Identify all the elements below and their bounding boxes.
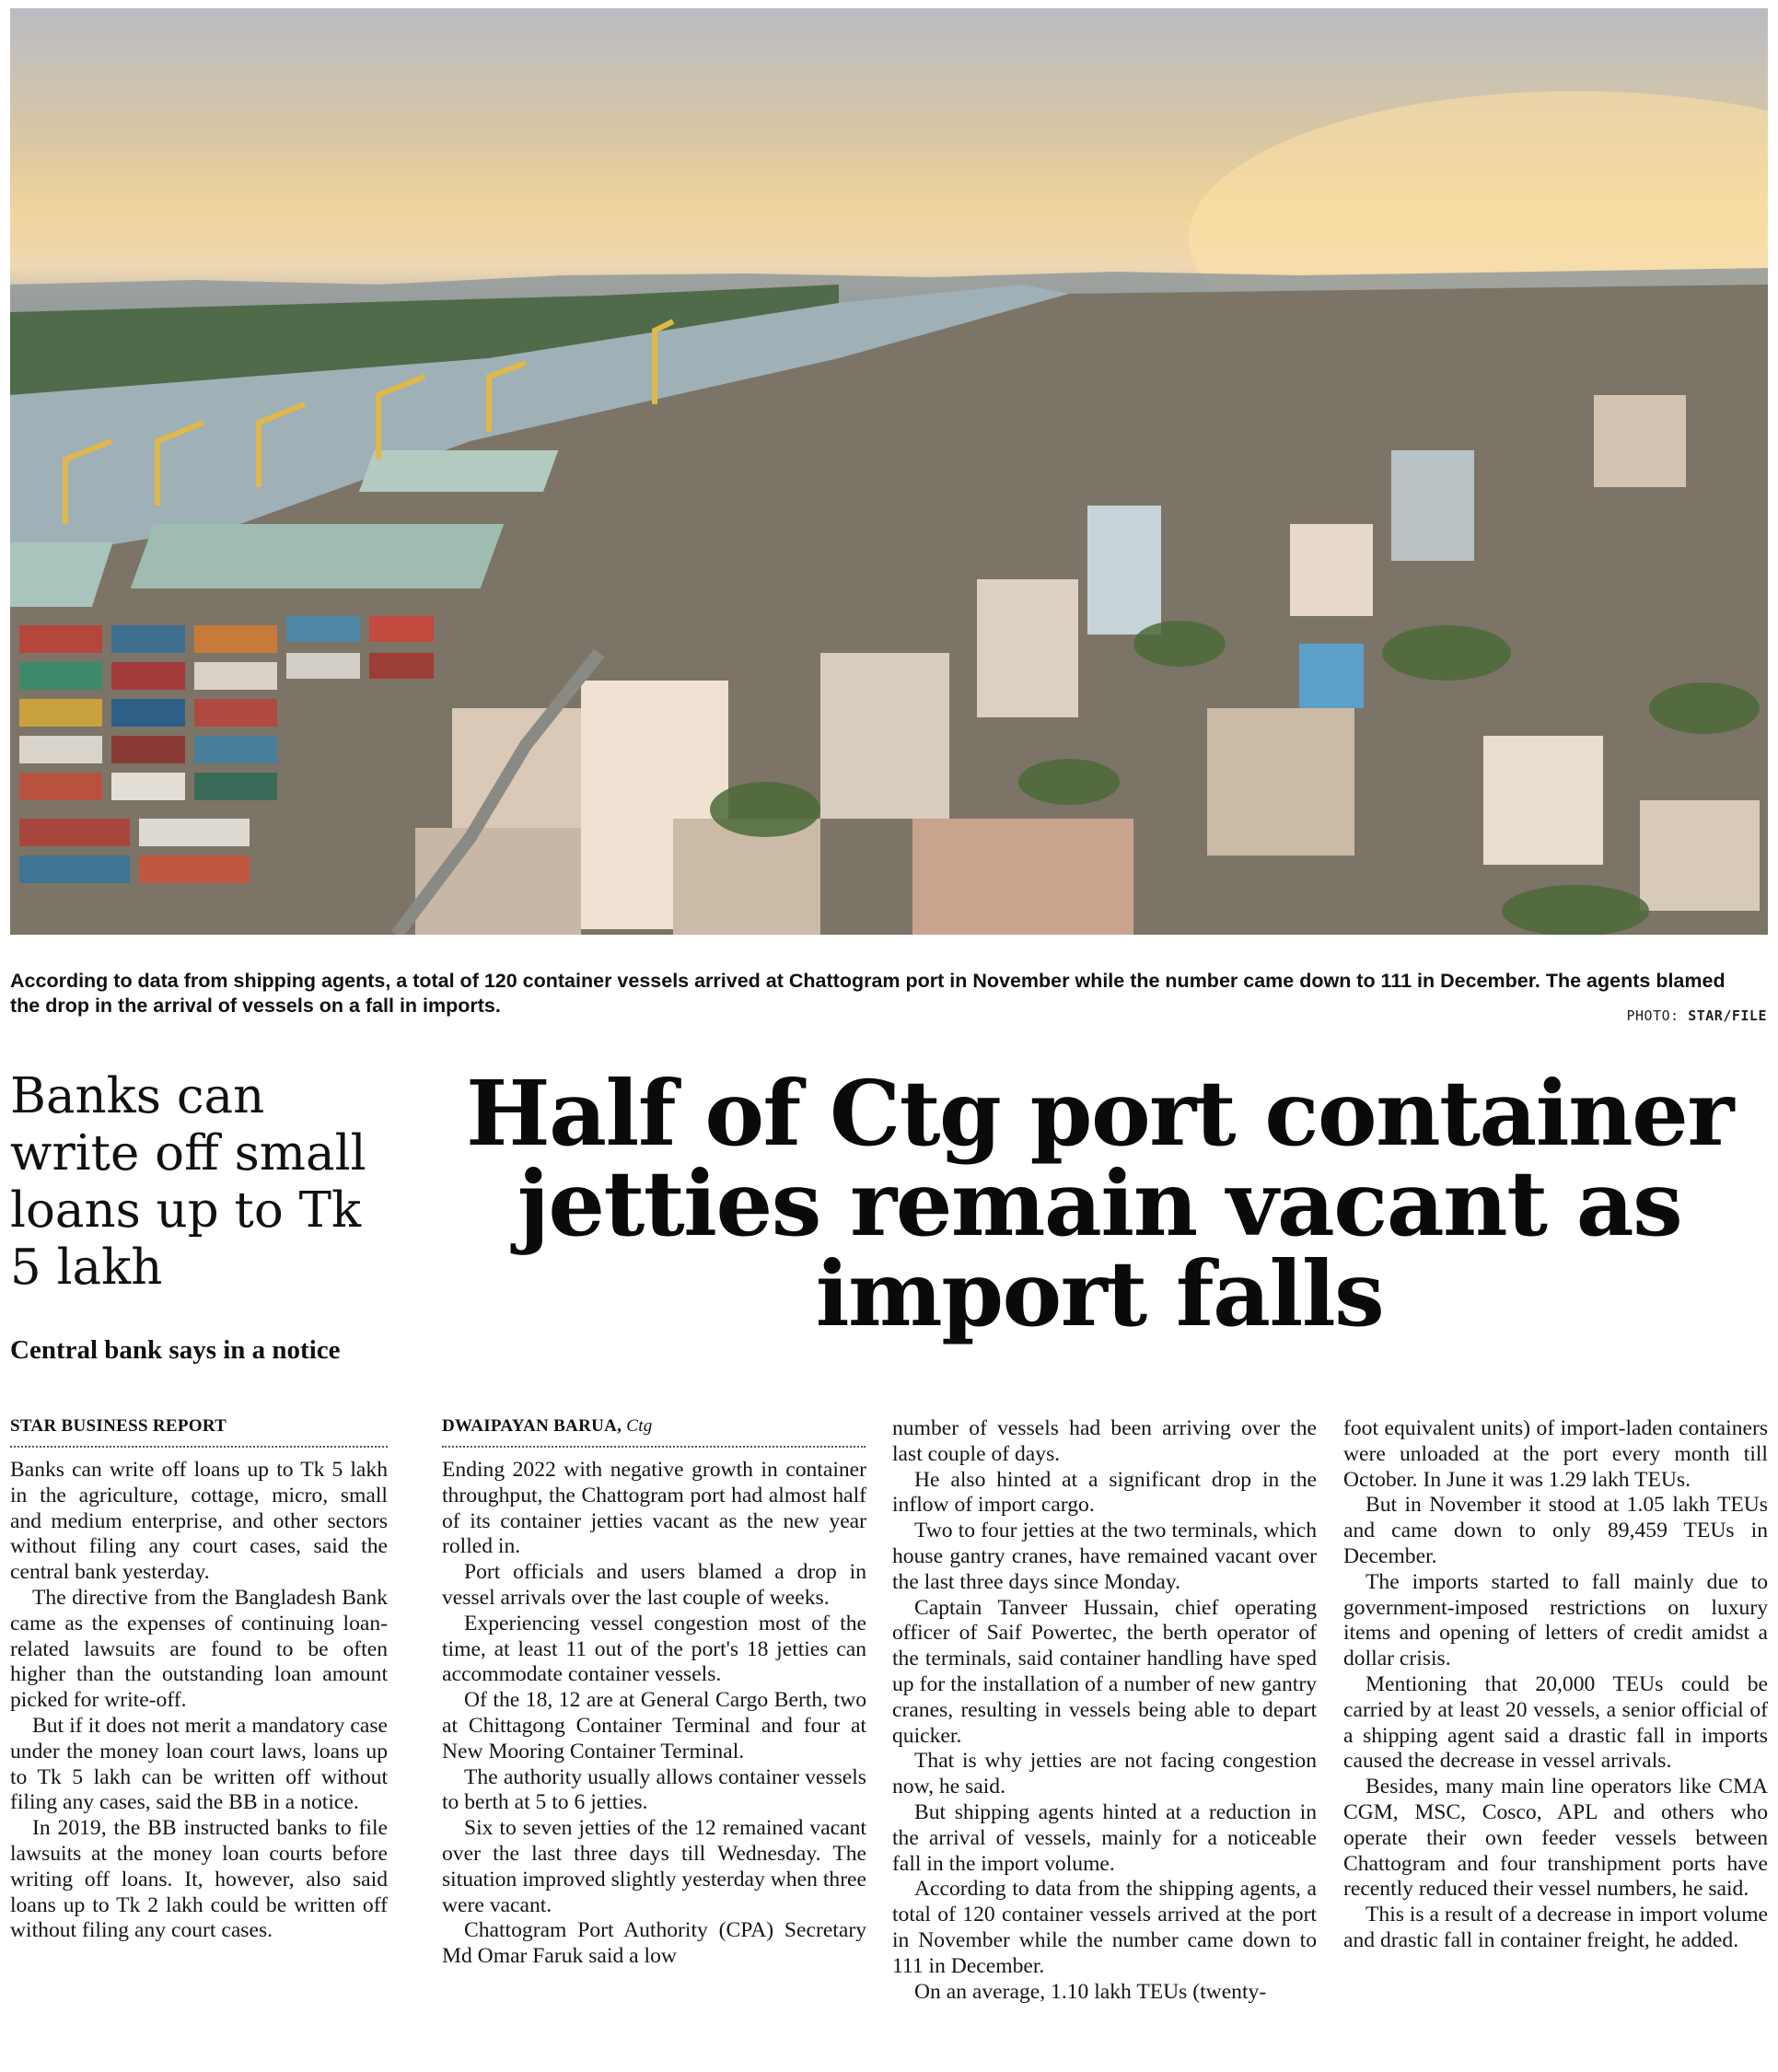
side-story-paragraph: In 2019, the BB instructed banks to file lawsuits at the money loan courts before writing off loans. It, however, also said loans up to Tk 2 lakh could be written off without filing any court cases. — [10, 1816, 388, 1943]
main-story-author: DWAIPAYAN BARUA, — [442, 1416, 627, 1436]
port-cityscape-photo — [10, 8, 1768, 935]
main-story-byline — [442, 1416, 653, 1437]
main-story-paragraph: Six to seven jetties of the 12 remained vacant over the last three days till Wednesday. The situation improved slightly yesterday when three were vacant. — [442, 1816, 866, 1917]
side-story-byline: STAR BUSINESS REPORT — [10, 1416, 227, 1436]
main-story-paragraph: Experiencing vessel congestion most of the time, at least 11 out of the port's 18 jetties can accommodate container vessels. — [442, 1611, 866, 1687]
main-story-paragraph: This is a result of a decrease in import volume and drastic fall in container freight, he added. — [1343, 1903, 1769, 1952]
main-story-column-1 — [442, 1458, 866, 1970]
main-story-paragraph: Mentioning that 20,000 TEUs could be carried by at least 20 vessels, a senior official of a shipping agent said a drastic fall in imports caused the decrease in vessel arrivals. — [1343, 1671, 1768, 1774]
main-story-column-2 — [892, 1416, 1317, 2005]
side-story-divider — [10, 1446, 388, 1448]
warehouse-roof — [359, 450, 558, 492]
main-story-paragraph: On an average, 1.10 lakh TEUs (twenty- — [914, 1979, 1267, 2004]
main-story-paragraph: According to data from the shipping agents, a total of 120 container vessels arrived at the port in November while the number came down to 111 in December. — [892, 1877, 1317, 1978]
main-story-paragraph: number of vessels had been arriving over the last couple of days. — [892, 1416, 1317, 1466]
main-story-dateline: Ctg — [626, 1416, 653, 1436]
photo-credit — [1627, 1007, 1768, 1024]
main-story-headline: Half of Ctg port container jetties remain vacant as import falls — [466, 1061, 1733, 1346]
warehouse-roof — [131, 524, 504, 588]
main-story-paragraph: Chattogram Port Authority (CPA) Secretary Md Omar Faruk said a low — [442, 1918, 866, 1969]
side-story-paragraph: Banks can write off loans up to Tk 5 lakh in the agriculture, cottage, micro, small and medium enterprise, and other sectors without filing any court cases, said the central bank yesterday. — [10, 1458, 388, 1585]
main-story-paragraph: Besides, many main line operators like CMA CGM, MSC, Cosco, APL and others who operate their own feeder vessels between Chattogram and four transhipment ports have recently reduced their vessel numbers, he said. — [1343, 1775, 1768, 1902]
main-story-paragraph: But shipping agents hinted at a reduction in the arrival of vessels, mainly for a noticeable fall in the import volume. — [892, 1799, 1317, 1876]
side-story-paragraph: But if it does not merit a mandatory case under the money loan court laws, loans up to Tk 5 lakh can be written off without filing any cases, said the BB in a notice. — [10, 1713, 388, 1815]
main-story-paragraph: But in November it stood at 1.05 lakh TEUs and came down to only 89,459 TEUs in December. — [1343, 1493, 1768, 1568]
main-story-paragraph: Ending 2022 with negative growth in container throughput, the Chattogram port had almost half of its container jetties vacant as the new year rolled in. — [442, 1458, 866, 1559]
main-story-paragraph: The imports started to fall mainly due to government-imposed restrictions on luxury items and opening of letters of credit amidst a dollar crisis. — [1343, 1569, 1768, 1671]
side-story-kicker: Central bank says in a notice — [10, 1335, 341, 1365]
main-story-paragraph: foot equivalent units) of import-laden containers were unloaded at the port every month till October. In June it was 1.29 lakh TEUs. — [1343, 1416, 1768, 1492]
main-story-paragraph: Port officials and users blamed a drop in vessel arrivals over the last couple of weeks. — [442, 1560, 866, 1610]
main-story-divider — [442, 1446, 866, 1448]
main-story-paragraph: The authority usually allows container vessels to berth at 5 to 6 jetties. — [442, 1764, 866, 1815]
main-story-column-3 — [1343, 1416, 1768, 1954]
main-story-paragraph: Of the 18, 12 are at General Cargo Berth, two at Chittagong Container Terminal and four at New Mooring Container Terminal. — [442, 1688, 866, 1764]
side-story-paragraph: The directive from the Bangladesh Bank came as the expenses of continuing loan-related lawsuits are found to be often higher than the outstanding loan amount picked for write-off. — [10, 1585, 388, 1713]
side-story-body — [10, 1458, 388, 1944]
photo-caption: According to data from shipping agents, a total of 120 container vessels arrived at Chattogram port in November while the number came down to 111 in December. The agents blamed the drop in the arrival of vessels on a fall in imports. — [10, 970, 1726, 1017]
main-story-paragraph: He also hinted at a significant drop in the inflow of import cargo. — [892, 1467, 1317, 1518]
side-story-headline: Banks can write off small loans up to Tk 5 lakh — [10, 1068, 366, 1296]
photo-credit-source: STAR/FILE — [1688, 1007, 1767, 1024]
main-story-paragraph: Captain Tanveer Hussain, chief operating officer of Saif Powertec, the berth operator of the terminals, said container handling have sped up for the installation of a number of new gantry cranes, resulting in vessels being able to depart quicker. — [892, 1595, 1317, 1748]
main-story-paragraph: That is why jetties are not facing congestion now, he said. — [892, 1749, 1317, 1799]
main-story-paragraph: Two to four jetties at the two terminals, which house gantry cranes, have remained vacant over the last three days since Monday. — [892, 1519, 1317, 1594]
photo-credit-prefix: PHOTO: — [1626, 1007, 1689, 1024]
photo-illustration — [10, 8, 1768, 935]
